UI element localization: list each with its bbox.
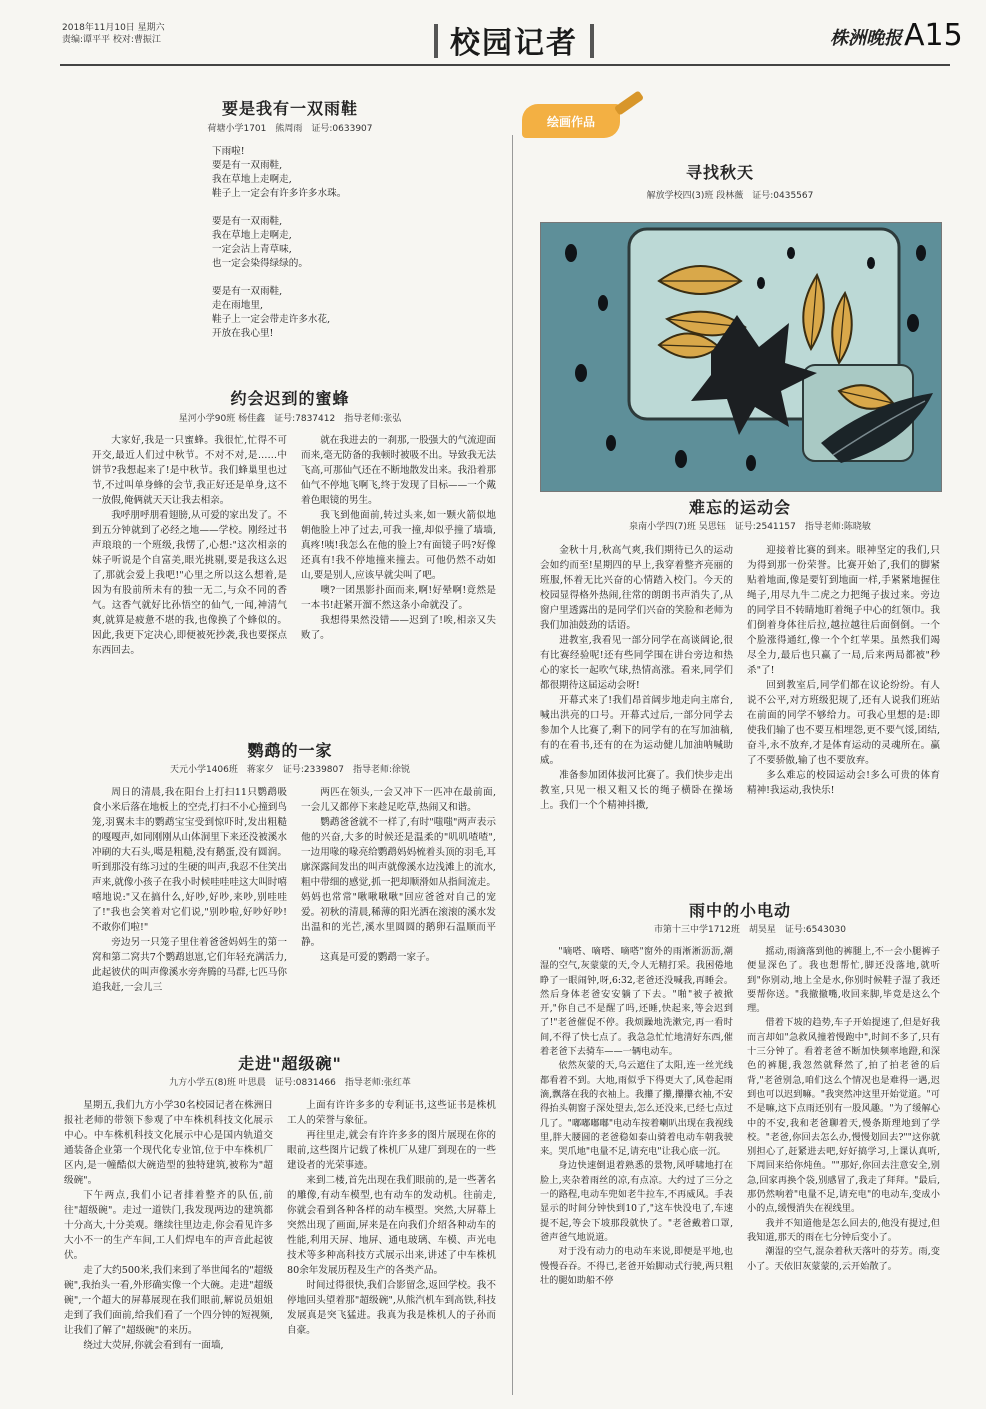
paragraph: 进教室,我看见一部分同学在高谈阔论,很有比赛经验呢!还有些同学围在讲台旁边和热心的家长一起吹气球,热情高涨。看来,同学们都很期待这届运动会呀! xyxy=(540,635,733,691)
byline-parrot: 天元小学1406班 蒋家夕 证号:2339807 指导老师:徐锐 xyxy=(169,765,411,775)
paragraph: 绕过大荧屏,你就会看到有一面墙, xyxy=(83,1340,224,1351)
paragraph: 走了大约500米,我们来到了举世闻名的"超级碗",我抬头一看,外形确实像一个大碗。走进"超级碗",一个超大的屏幕展现在我们眼前,解说员姐姐走到了我们面前,给我们看了一个四分钟的短视频,让我们了解了"超级碗"的来历。 xyxy=(64,1265,273,1336)
date-line: 2018年11月10日 星期六 xyxy=(62,23,165,33)
artwork-title: 寻找秋天 xyxy=(685,163,754,182)
paragraph: 再往里走,就会有许许多多的图片展现在你的眼前,这些图片记载了株机厂从建厂到现在的一些建设者的光荣事迹。 xyxy=(287,1130,496,1171)
article-title-bee: 约会迟到的蜜蜂 xyxy=(230,389,350,408)
paragraph: 大家好,我是一只蜜蜂。我很忙,忙得不可开交,最近人们过中秋节。不对不对,是……中饼节?我想起来了!是中秋节。我们蜂巢里也过节,不过叫单身蜂的会节,我正好还是单身,这不一放假,俺俩就天天让我去相亲。 xyxy=(92,435,287,506)
poem-shoes xyxy=(212,145,472,355)
paragraph: 借着下坡的趋势,车子开始提速了,但是好我而言却如"急救风撞着慢跑中",时间不多了,只有十三分钟了。看着老爸不断加快频率地蹬,和深色的裤腿,我忽然就释然了,拍了拍老爸的后背,"老爸别急,咱们这么个情况也是难得一遇,迟到也可以迟到嘛。"我突然冲这里开始觉道。"可不是嘛,这下点雨还别有一股风趣。"为了缓解心中的不安,我和老爸聊着天,慢条斯理地到了学校。"老爸,你回去怎么办,慢慢划回去?""这你就别担心了,赶紧进去吧,好好搞学习,上课认真听,下周回来给你炖鱼。""那好,你回去注意安全,别急,回家再换个袋,别感冒了,我走了拜拜。"最后,那仍然响着"电量不足,请充电"的电动车,变成小小的点,缓慢消失在视线里。 xyxy=(747,1017,940,1215)
paper-logo: 株洲晚报 xyxy=(830,28,902,49)
painting-graphic xyxy=(541,223,941,491)
byline-superbowl: 九方小学五(8)班 叶思晨 证号:0831466 指导老师:张红革 xyxy=(169,1078,411,1088)
header-rule xyxy=(60,64,950,66)
paragraph: 噢?一团黑影扑面而来,啊!好晕啊!竟然是一本书!赶紧开溜不然这条小命就没了。 xyxy=(301,585,496,611)
article-body-ebike xyxy=(540,945,940,1288)
byline-shoes: 荷塘小学1701 熊周雨 证号:0633907 xyxy=(207,124,373,134)
paragraph: 摇动,雨滴落到他的裤腿上,不一会小腿裤子便显深色了。我也想帮忙,脚还没落地,就听到"你别动,地上全是水,你别时候鞋子湿了我还要帮你送。"我撤撤嘴,收回来脚,毕竟是这么个理。 xyxy=(747,946,940,1015)
paragraph: 对于没有动力的电动车来说,即便是平地,也慢慢吞吞。不得已,老爸开始脚动式行驶,两只粗壮的腿如助船不停 xyxy=(540,1246,733,1286)
paragraph: 旁边另一只笼子里住着爸爸妈妈生的第一窝和第二窝共7个鹦鹉崽崽,它们年轻充满活力,此起彼伏的叫声像溪水旁奔腾的马群,七匹马你追我赶,一会儿三 xyxy=(92,937,287,993)
poem-stanza: 要是有一双雨鞋, 走在雨地里, 鞋子上一定会带走许多水花, 开放在我心里! xyxy=(212,286,331,339)
paragraph: 星期五,我们九方小学30名校园记者在株洲日报社老师的带领下参观了中车株机科技文化展示中心。中车株机科技文化展示中心是国内轨道交通装备企业第一个现代化专业馆,位于中车株机厂区内,是一幢酷似大碗造型的独特建筑,被称为"超级碗"。 xyxy=(64,1100,273,1186)
article-body-superbowl xyxy=(64,1098,496,1353)
paragraph: 上面有许许多多的专利证书,这些证书是株机工人的荣誉与象征。 xyxy=(287,1100,496,1126)
paragraph: 就在我进去的一刹那,一股强大的气流迎面而来,毫无防备的我顿时被吸不出。导致我无法飞高,可那仙气还在不断地散发出来。我沿着那仙气不停地飞啊飞,终于发现了目标——一个戴着色眼镜的男生。 xyxy=(301,435,496,506)
paragraph: 潮湿的空气,混杂着秋天落叶的芬芳。雨,变小了。天依旧灰蒙蒙的,云开始散了。 xyxy=(747,1246,940,1272)
page-number: A15 xyxy=(904,18,963,53)
artwork-byline: 解放学校四(3)班 段林薇 证号:0435567 xyxy=(646,191,814,201)
paragraph: 准备参加团体拔河比赛了。我们快步走出教室,只见一根又粗又长的绳子横卧在操场上。我们一个个精神抖擞, xyxy=(540,770,733,811)
column-divider xyxy=(512,135,513,1395)
editor-line: 责编:谭平平 校对:曹振江 xyxy=(62,35,161,45)
paragraph: "嘀嗒、嘀嗒、嘀嗒"窗外的雨淅淅沥沥,潮湿的空气,灰蒙蒙的天,令人无精打采。我困倦地睁了一眼闹钟,呀,6:32,老爸还没喊我,再睡会。然后身体老爸安安躺了下去。"啪"被子被掀开,"你自己不是醒了吗,还睡,快起来,等会迟到了!"老爸催促不停。我烦躁地洗漱完,再一看时间,不得了快七点了。我急急忙忙地清好东西,催着老爸下去骑车——一辆电动车。 xyxy=(540,946,733,1058)
article-title-shoes: 要是我有一双雨鞋 xyxy=(221,99,358,118)
poem-stanza: 下雨啦! 要是有一双雨鞋, 我在草地上走啊走, 鞋子上一定会有许多许多水珠。 xyxy=(212,146,347,199)
paragraph: 来到二楼,首先出现在我们眼前的,是一些著名的雕像,有动车模型,也有动车的发动机。往前走,你就会看到各种各样的动车模型。突然,大屏幕上突然出现了画面,屏来是在向我们介绍各种动车的性能,利用天屏、地屏、通电玻璃、车模、声光电技术等多种高科技方式展示出来,讲述了中车株机80余年发展历程及生产的各类产品。 xyxy=(287,1175,496,1276)
paragraph: 我呼朋呼朋看翅膀,从可爱的家出发了。不到五分钟就到了必经之地——学校。刚经过书声琅琅的一个班级,我愣了,心想:"这次相亲的妹子听说是个自富美,眼光挑剔,要是我这么迟了,那就会爱上我吧!"心里之所以这么想着,是因为有股前所未有的独一无二,与众不同的香气。这香气就好比孙悟空的仙气,一闻,神清气爽,就算是疲惫不堪的我,也像换了个蜂似的。因此,我更下定决心,即便被死抄袭,我也要探点东西回去。 xyxy=(92,510,287,656)
paragraph: 金秋十月,秋高气爽,我们期待已久的运动会如约而至!星期四的早上,我穿着整齐亮丽的班服,怀着无比兴奋的心情踏入校门。今天的校园显得格外热闹,往常的朗朗书声消失了,从窗户里透露出的是同学们兴奋的笑脸和老师为我们加油鼓劲的话语。 xyxy=(540,545,733,631)
paragraph: 迎接着比赛的到来。眼神坚定的我们,只为得到那一份荣誉。比赛开始了,我们的脚紧贴着地面,像是要钉到地面一样,手紧紧地握住绳子,用尽九牛二虎之力把绳子拔过来。旁边的同学目不转睛地盯着绳子中心的红领巾。我们倒着身体往后拉,越拉越往后面倒倒。一个个脸涨得通红,像一个个红苹果。虽然我们竭尽全力,最后也只赢了一局,后来两局都被"秒杀"了! xyxy=(747,545,940,676)
paragraph: 回到教室后,同学们都在议论纷纷。有人说不公平,对方班级犯规了,还有人说我们班站在前面的同学不够给力。可我心里想的是:即使我们输了也不要互相埋怨,更不要气馁,团结,奋斗,永不放弃,才是体育运动的灵魂所在。赢了不要骄傲,输了也不要放弃。 xyxy=(747,680,940,766)
title-bar-left xyxy=(434,24,438,58)
paragraph: 下午两点,我们小记者排着整齐的队伍,前往"超级碗"。走过一道铁门,我发现两边的建筑都十分高大,十分美观。继续往里边走,你会看见许多大小不一的生产车间,工人们焊电车的声音此起彼伏。 xyxy=(64,1190,273,1261)
article-title-parrot: 鹦鹉的一家 xyxy=(247,741,333,760)
paragraph: 周日的清晨,我在阳台上打扫11只鹦鹉吸食小米后落在地板上的空壳,打扫不小心撞到鸟笼,羽翼未丰的鹦鹉宝宝受到惊吓时,发出粗糙的嘎嘎声,如同刚刚从山体洞里下来还没被溪水冲刷的大石头,噶是粗糙,没有鹅蛋,没有圆润。听到那没有练习过的生硬的叫声,我忍不住笑出声来,就像小孩子在我小时候哇哇哇这大叫时嘻嘻地说:"又在搞什么,好吵,好吵,来吵,别哇哇了!"我也会笑着对它们说,"别吵啦,好吵好吵!不敢你们啦!" xyxy=(92,787,287,933)
article-title-ebike: 雨中的小电动 xyxy=(688,901,791,920)
paragraph: 鹦鹉爸爸就不一样了,有时"嗤嗤"两声表示他的兴奋,大多的时候还是温柔的"叽叽喳喳",一边用喙的喙亮给鹦鹉妈妈梳着头顶的羽毛,耳廓深露间发出的叫声就像溪水边浅滩上的流水,粗中带细的感觉,抓一把却顺滑如从指间流走。妈妈也常常"啾啾啾啾"回应爸爸对自己的宠爱。初秋的清晨,稀薄的阳光洒在滚滚的溪水发出温和的光芒,溪水里圆圆的鹅卵石温顺而平静。 xyxy=(301,817,496,948)
article-title-sports: 难忘的运动会 xyxy=(688,498,791,517)
paragraph: 这真是可爱的鹦鹉一家子。 xyxy=(320,952,436,963)
masthead-meta xyxy=(62,22,165,46)
byline-bee: 星河小学90班 杨佳鑫 证号:7837412 指导老师:张弘 xyxy=(178,414,402,424)
paragraph: 开幕式来了!我们昂首阔步地走向主席台,喊出洪亮的口号。开幕式过后,一部分同学去参加个人比赛了,剩下的同学有的在写加油稿,有的在看书,还有的在为运动健儿加油呐喊助威。 xyxy=(540,695,733,766)
section-badge: 绘画作品 xyxy=(522,104,620,138)
paragraph: 我想得果然没错——迟到了!唉,相亲又失败了。 xyxy=(301,615,496,641)
poem-stanza: 要是有一双雨鞋, 我在草地上走啊走, 一定会沾上青草味, 也一定会染得绿绿的。 xyxy=(212,216,308,269)
paragraph: 两匹在领头,一会又冲下一匹冲在最前面,一会儿又都停下来趁足吃草,热闹又和谐。 xyxy=(301,787,496,813)
brush-icon xyxy=(614,90,644,115)
paragraph: 我飞到他面前,转过头来,如一颗火箭似地朝他脸上冲了过去,可我一撞,却似乎撞了墙墙,真疼!咦!我怎么在他的脸上?有面镜子吗?好像还真有!我不停地撞来撞去。可他仍然不动如山,要是别人,应该早就尖叫了吧。 xyxy=(301,510,496,581)
autumn-painting xyxy=(540,222,942,492)
section-title: 校园记者 xyxy=(450,26,578,61)
byline-sports: 泉南小学四(7)班 吴思钰 证号:2541157 指导老师:陈晓敏 xyxy=(629,522,871,532)
article-body-bee xyxy=(92,433,496,658)
paragraph: 多么难忘的校园运动会!多么可贵的体育精神!我运动,我快乐! xyxy=(747,770,940,796)
title-bar-right xyxy=(590,24,594,58)
paragraph: 依然灰蒙的天,乌云遮住了太阳,连一丝光线都看着不到。大地,雨似乎下得更大了,风卷起雨滴,飘落在我的衣袖上。我攥了攥,攥攥衣袖,不安得抬头朝窗子深处望去,怎么还没来,已经七点过几了。"嘟嘟嘟嘟"电动车按着喇叭出现在我视线里,胖大腰圆的老爸稳如泰山骑着电动车朝我驶来。哭爪地"电量不足,请充电"让我心底一沉。 xyxy=(540,1060,733,1158)
article-body-sports xyxy=(540,543,940,813)
paragraph: 身边快速倒退着熟悉的景物,风呼啸地打在脸上,夹杂着雨丝的凉,有点凉。大约过了三分之一的路程,电动车兜如老牛拉车,不再威风。手表显示的时间分钟快到10了,"这车快没电了,车速提不起,等会下坡那段就快了。"老爸戴着口罩,爸声爸气地说道。 xyxy=(540,1160,733,1243)
paragraph: 我并不知道他是怎么回去的,他没有提过,但我知道,那天的雨在七分钟后变小了。 xyxy=(747,1217,940,1243)
byline-ebike: 市第十三中学1712班 胡昊星 证号:6543030 xyxy=(653,925,847,935)
paragraph: 时间过得很快,我们合影留念,返回学校。我不停地回头望着那"超级碗",从熊汽机车到高铁,科技发展真是突飞猛进。我真为我是株机人的子孙而自豪。 xyxy=(287,1280,496,1336)
article-title-superbowl: 走进"超级碗" xyxy=(238,1054,342,1073)
article-body-parrot xyxy=(92,785,496,995)
